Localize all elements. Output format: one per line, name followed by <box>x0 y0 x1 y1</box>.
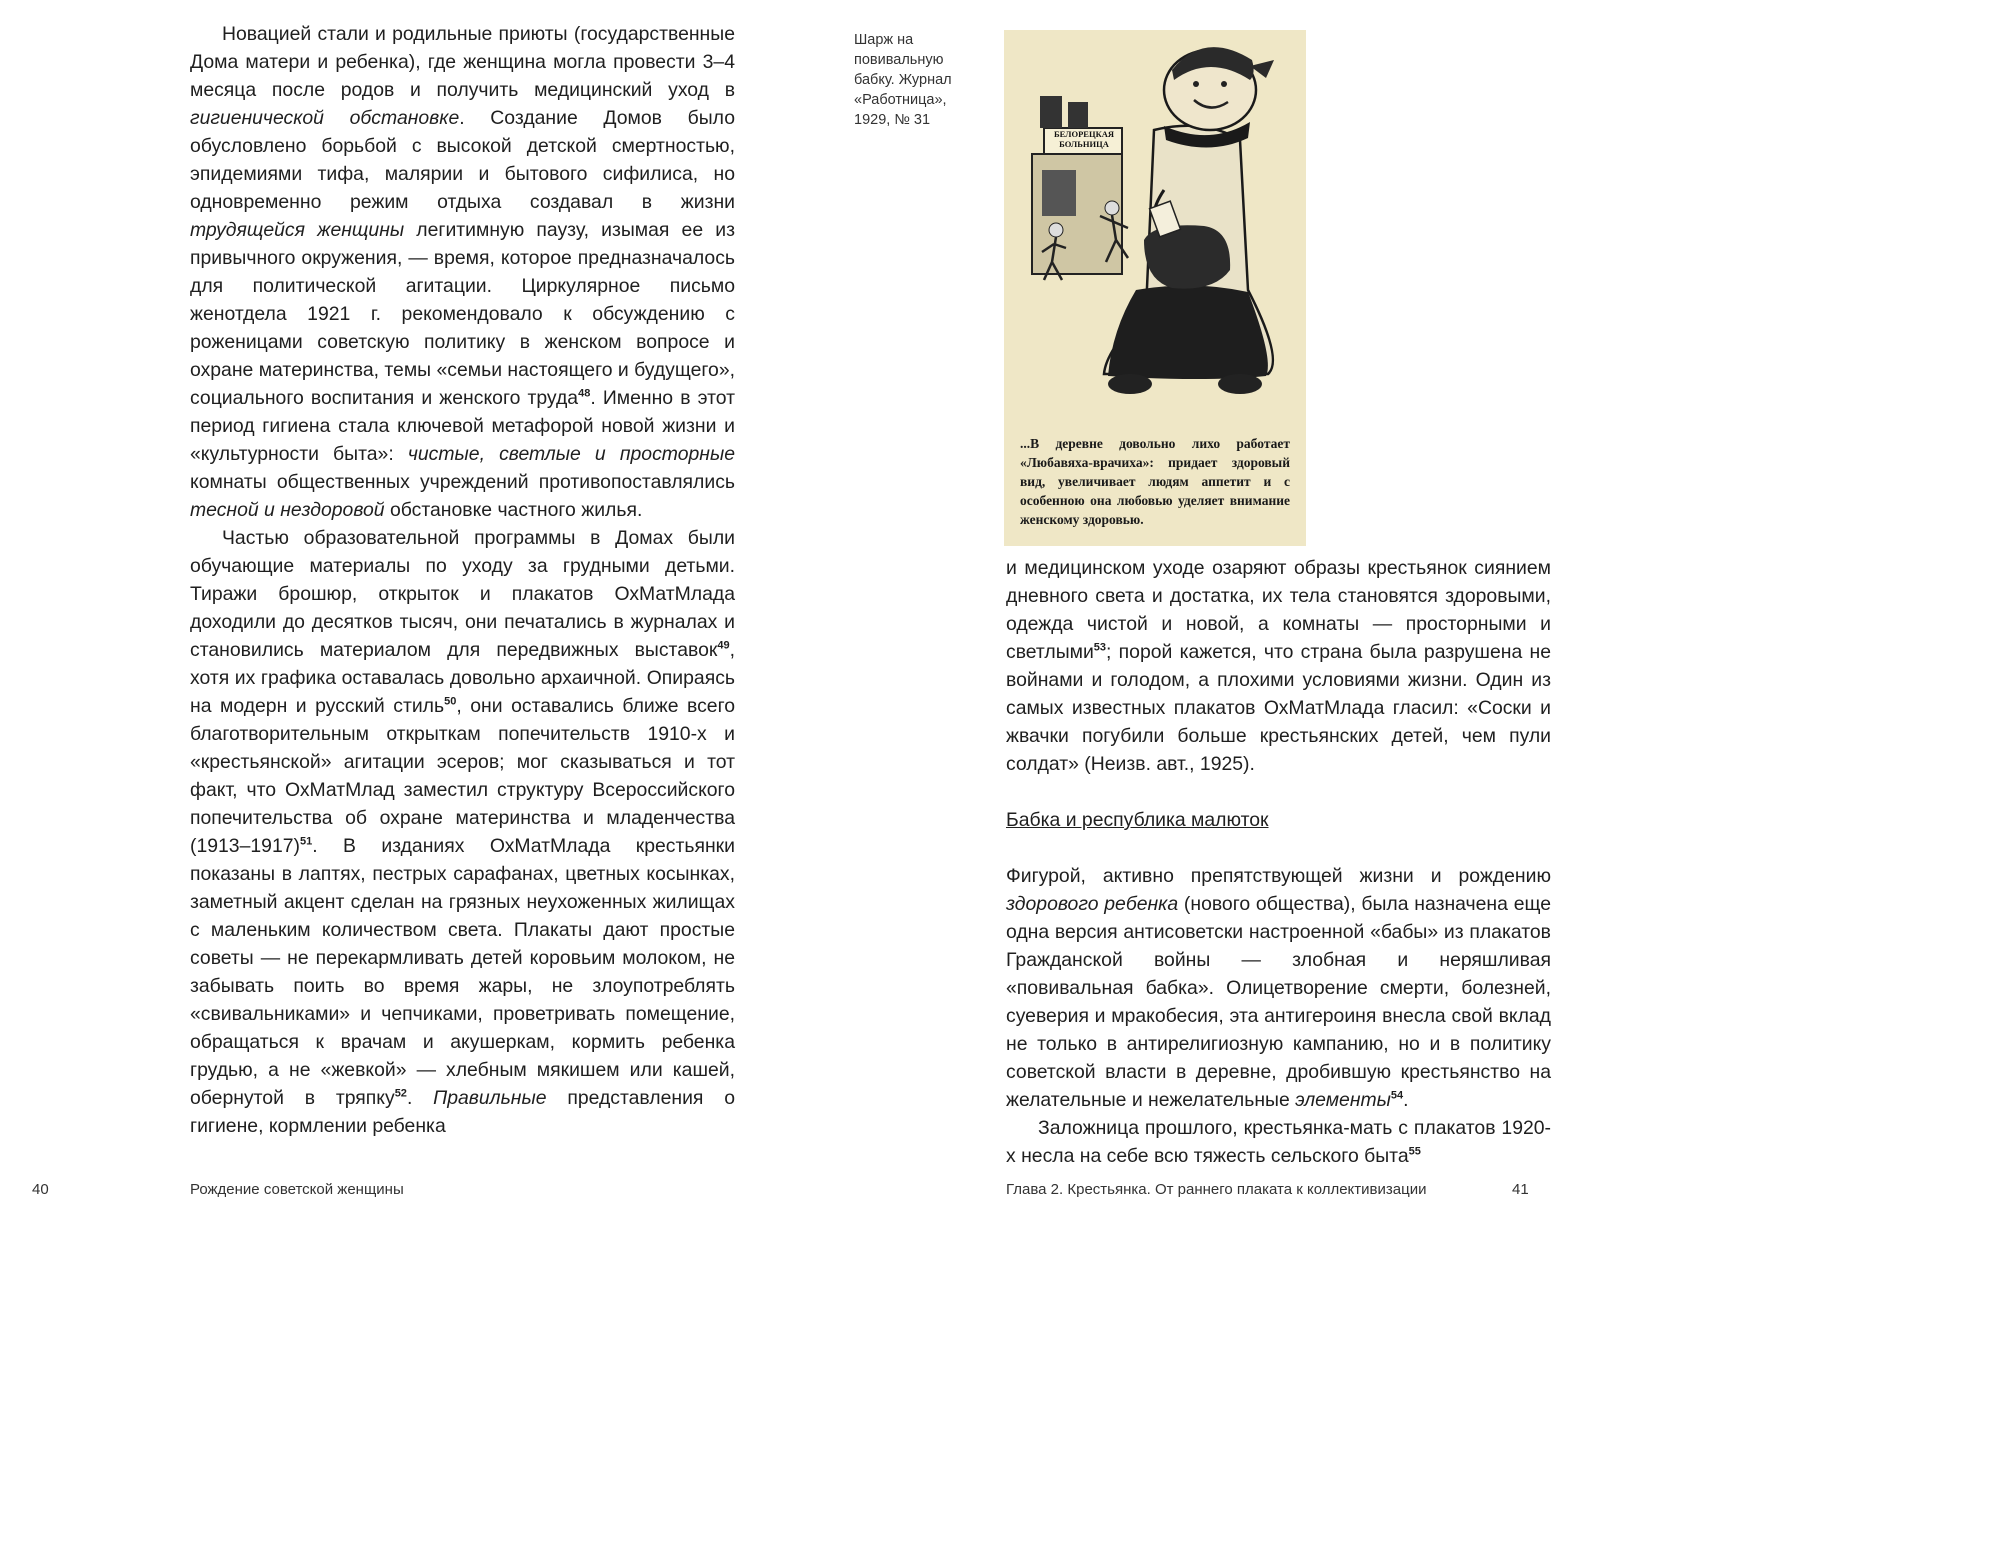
illustration-caption-text: ...В деревне довольно лихо работает «Любавяха-врачиха»: придает здоровый вид, увеличивает людям аппетит и с особенною она любовью уделяет внимание женскому здоровью. <box>1020 436 1290 527</box>
text-run: ; порой кажется, что страна была разрушена не войнами и голодом, а плохими условиями жизни. Один из самых известных плакатов ОхМатМлада гласил: «Соски и жвачки погубили больше крестьянских детей, чем пули солдат» (Неизв. авт., 1925). <box>1006 641 1551 775</box>
footnote-ref: 53 <box>1093 641 1107 654</box>
text-run: . В изданиях ОхМатМлада крестьянки показаны в лаптях, пестрых сарафанах, цветных косынках, заметный акцент сделан на грязных неухоженных жилищах с маленьким количеством света. Плакаты дают простые советы — не перекармливать детей коровьим молоком, не забывать поить во время жары, не злоупотреблять «свивальниками» и чепчиками, проветривать помещение, обращаться к врачам и акушеркам, кормить ребенка грудью, а не «жевкой» — хлебным мякишем или кашей, обернутой в тряпку <box>190 835 735 1109</box>
caricature-illustration <box>1004 30 1306 546</box>
italic-text: чистые, светлые и просторные <box>407 443 735 465</box>
paragraph <box>190 20 735 524</box>
text-run: Частью образовательной программы в Домах были обучающие материалы по уходу за грудными детьми. Тиражи брошюр, открыток и плакатов ОхМатМлада доходили до десятков тысяч, они печатались в журналах и становились материалом для передвижных выставок <box>190 527 735 661</box>
text-run: Новацией стали и родильные приюты (государственные Дома матери и ребенка), где женщина могла провести 3–4 месяца после родов и получить медицинский уход в <box>190 23 735 101</box>
right-page <box>784 0 1568 1220</box>
text-run: , хотя их графика оставалась довольно архаичной. Опираясь на модерн и русский стиль <box>190 639 735 717</box>
text-run: . Именно в этот период гигиена стала ключевой метафорой новой жизни и «культурности быта»: <box>190 387 735 465</box>
left-page <box>0 0 784 1220</box>
text-run: комнаты общественных учреждений противопоставлялись <box>190 471 735 493</box>
text-run: Заложница прошлого, крестьянка-мать с плакатов 1920-х несла на себе всю тяжесть сельского быта <box>1006 1117 1551 1167</box>
italic-text: Правильные <box>433 1087 547 1109</box>
page-number-left: 40 <box>32 1181 49 1198</box>
running-title-right: Глава 2. Крестьянка. От раннего плаката к коллективизации <box>1006 1181 1427 1198</box>
right-text-column <box>1006 554 1551 1170</box>
text-run: представления о гигиене, кормлении ребенка <box>190 1087 736 1137</box>
running-title-left: Рождение советской женщины <box>190 1181 404 1198</box>
text-run: , они оставались ближе всего благотворительным открыткам попечительств 1910-х и «крестьянской» агитации эсеров; мог сказываться и тот факт, что ОхМатМлад заместил структуру Всероссийского попечительства об охране материнства и младенчества (1913–1917) <box>190 695 735 857</box>
section-heading: Бабка и республика малюток <box>1006 809 1269 831</box>
footnote-ref: 48 <box>578 387 591 400</box>
page-number-right: 41 <box>1512 1181 1529 1198</box>
text-run: . <box>406 1087 434 1109</box>
italic-text: гигиенической обстановке <box>190 107 460 129</box>
footnote-ref: 54 <box>1390 1089 1404 1102</box>
figure-caption: Шарж на повивальную бабку. Журнал «Работница», 1929, № 31 <box>854 32 952 128</box>
text-run: . Создание Домов было обусловлено борьбой с высокой детской смертностью, эпидемиями тифа, малярии и бытового сифилиса, но одновременно режим отдыха создавал в жизни <box>190 107 735 213</box>
italic-text: здорового ребенка <box>1006 893 1179 915</box>
hospital-sign: БЕЛОРЕЦКАЯ БОЛЬНИЦА <box>1053 129 1115 149</box>
text-run: легитимную паузу, изымая ее из привычного окружения, — время, которое предназначалось для политической агитации. Циркулярное письмо женотдела 1921 г. рекомендовало к обсуждению с роженицами советскую политику в женском вопросе и охране материнства, темы «семьи настоящего и будущего», социального воспитания и женского труда <box>190 219 735 409</box>
footnote-ref: 49 <box>717 639 730 652</box>
text-run: . <box>1403 1089 1409 1111</box>
paragraph <box>190 524 735 1140</box>
italic-text: элементы <box>1295 1089 1391 1111</box>
text-run: Фигурой, активно препятствующей жизни и рождению <box>1006 865 1551 887</box>
footnote-ref: 51 <box>299 835 313 848</box>
paragraph <box>1006 1114 1551 1170</box>
paragraph <box>1006 862 1551 1114</box>
text-run: обстановке частного жилья. <box>384 499 643 521</box>
footnote-ref: 52 <box>394 1087 407 1100</box>
footnote-ref: 50 <box>444 695 457 708</box>
italic-text: тесной и нездоровой <box>190 499 385 521</box>
text-run: (нового общества), была назначена еще одна версия антисоветски настроенной «бабы» из плакатов Гражданской войны — злобная и неряшливая «повивальная бабка». Олицетворение смерти, болезней, суеверия и мракобесия, эта антигероиня внесла свой вклад не только в антирелигиозную кампанию, но и в политику советской власти в деревне, дробившую крестьянство на желательные и нежелательные <box>1006 893 1551 1111</box>
text-run: и медицинском уходе озаряют образы крестьянок сиянием дневного света и достатка, их тела становятся здоровыми, одежда чистой и новой, а комнаты — просторными и светлыми <box>1006 557 1551 663</box>
italic-text: трудящейся женщины <box>190 219 405 241</box>
footnote-ref: 55 <box>1408 1145 1421 1158</box>
left-text-column <box>190 20 735 1140</box>
paragraph <box>1006 554 1551 778</box>
